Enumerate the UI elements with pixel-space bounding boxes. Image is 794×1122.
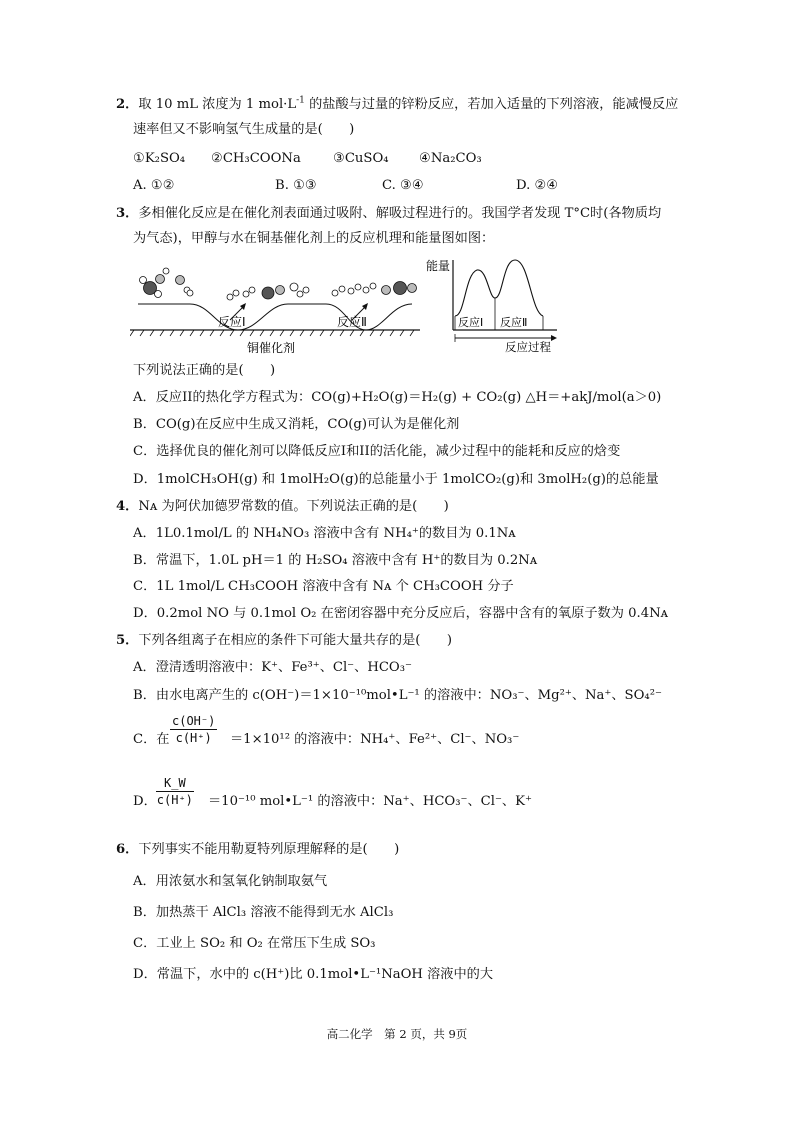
page-footer: 高二化学 第 2 页，共 9页 [326, 1027, 468, 1041]
q2-option-c[interactable]: C. ③④ [382, 178, 424, 193]
q4-option-a[interactable]: A．1L0.1mol/L 的 NH₄NO₃ 溶液中含有 NH₄⁺的数目为 0.1Nᴀ [133, 526, 516, 541]
q5-option-d-fraction [156, 776, 194, 807]
label-reaction-1: 反应Ⅰ [218, 315, 246, 329]
energy-label-r2: 反应Ⅱ [500, 316, 528, 329]
q3-option-c[interactable]: C．选择优良的催化剂可以降低反应I和II的活化能，减少过程中的能耗和反应的焓变 [133, 444, 621, 459]
q2-stem-part-a: 取 10 mL 浓度为 1 mol·L [138, 97, 297, 112]
q2-stem-line1 [116, 96, 678, 114]
mechanism-figure [130, 262, 430, 358]
molecules-stage-2 [227, 283, 309, 300]
q2-item-1: ①K₂SO₄ [133, 151, 186, 166]
pathway-curve [138, 304, 412, 330]
q5-option-c-numerator: c(OH⁻) [172, 714, 216, 728]
q5-option-d-denominator: c(H⁺) [156, 793, 193, 807]
q3-stem1: 多相催化反应是在催化剂表面通过吸附、解吸过程进行的。我国学者发现 T°C时(各物质均 [138, 206, 662, 221]
q5-option-c-prefix[interactable]: C．在 [133, 732, 170, 747]
label-reaction-2: 反应Ⅱ [337, 315, 367, 329]
q5-option-a[interactable]: A．澄清透明溶液中：K⁺、Fe³⁺、Cl⁻、HCO₃⁻ [133, 660, 412, 675]
q5-option-c-denominator: c(H⁺) [175, 731, 212, 745]
q2-stem-line2: 速率但又不影响氢气生成量的是( ) [133, 122, 355, 137]
q5-stem [116, 632, 452, 650]
q6-stem-text: 下列事实不能用勒夏特列原理解释的是( ) [138, 842, 400, 857]
q6-option-b[interactable]: B．加热蒸干 AlCl₃ 溶液不能得到无水 AlCl₃ [133, 905, 394, 920]
q2-options [133, 177, 693, 195]
q4-option-b[interactable]: B．常温下，1.0L pH＝1 的 H₂SO₄ 溶液中含有 H⁺的数目为 0.2Nᴀ [133, 553, 538, 568]
q3-option-a[interactable]: A．反应II的热化学方程式为：CO(g)+H₂O(g)＝H₂(g) + CO₂(g) △H＝+akJ/mol(a＞0) [133, 390, 662, 405]
q2-option-d[interactable]: D. ②④ [516, 178, 559, 193]
q4-stem-text: Nᴀ 为阿伏加德罗常数的值。下列说法正确的是( ) [138, 499, 449, 514]
q2-item-2: ②CH₃COONa [211, 151, 301, 166]
q5-option-d-text[interactable]: ＝10⁻¹⁰ mol•L⁻¹ 的溶液中：Na⁺、HCO₃⁻、Cl⁻、K⁺ [208, 794, 532, 809]
q2-stem-sup: -1 [296, 95, 305, 106]
q6-option-a[interactable]: A．用浓氨水和氢氧化钠制取氨气 [133, 874, 328, 889]
q3-option-d[interactable]: D．1molCH₃OH(g) 和 1molH₂O(g)的总能量小于 1molCO₂(g)和 3molH₂(g)的总能量 [133, 472, 659, 487]
q4-option-c[interactable]: C．1L 1mol/L CH₃COOH 溶液中含有 Nᴀ 个 CH₃COOH 分子 [133, 579, 514, 594]
q4-stem [116, 498, 449, 516]
q4-number: 4． [116, 499, 139, 514]
q6-number: 6． [116, 842, 139, 857]
energy-x-label: 反应过程 [505, 340, 551, 354]
q5-stem-text: 下列各组离子在相应的条件下可能大量共存的是( ) [138, 633, 452, 648]
energy-axis-label: 能量 [426, 259, 451, 273]
q6-option-d[interactable]: D．常温下，水中的 c(H⁺)比 0.1mol•L⁻¹NaOH 溶液中的大 [133, 967, 494, 982]
q2-item-3: ③CuSO₄ [333, 151, 389, 166]
q5-option-c-text[interactable]: ＝1×10¹² 的溶液中：NH₄⁺、Fe²⁺、Cl⁻、NO₃⁻ [230, 732, 520, 747]
q2-option-a[interactable]: A. ①② [133, 178, 175, 193]
energy-label-r1: 反应Ⅰ [458, 316, 484, 329]
q3-stem-line2: 为气态)，甲醇与水在铜基催化剂上的反应机理和能量图如图： [133, 231, 495, 246]
q5-number: 5． [116, 633, 139, 648]
energy-diagram [425, 256, 565, 354]
q2-number: 2． [116, 97, 139, 112]
q4-option-d[interactable]: D．0.2mol NO 与 0.1mol O₂ 在密闭容器中充分反应后，容器中含有的氧原子数为 0.4Nᴀ [133, 606, 669, 621]
q5-option-b[interactable]: B．由水电离产生的 c(OH⁻)＝1×10⁻¹⁰mol•L⁻¹ 的溶液中：NO₃⁻、Mg²⁺、Na⁺、SO₄²⁻ [133, 688, 662, 703]
q3-option-b[interactable]: B．CO(g)在反应中生成又消耗，CO(g)可认为是催化剂 [133, 417, 460, 432]
q5-option-d-prefix[interactable]: D． [133, 794, 157, 809]
label-catalyst: 铜催化剂 [247, 341, 296, 355]
q3-prompt: 下列说法正确的是( ) [133, 363, 276, 378]
q2-item-4: ④Na₂CO₃ [419, 151, 482, 166]
q3-stem-line1 [116, 205, 661, 223]
q6-option-c[interactable]: C．工业上 SO₂ 和 O₂ 在常压下生成 SO₃ [133, 936, 376, 951]
q5-option-d-numerator: K_W [156, 776, 194, 792]
q3-number: 3． [116, 206, 139, 221]
energy-curve [455, 260, 543, 316]
q2-stem-part-b: 的盐酸与过量的锌粉反应，若加入适量的下列溶液，能减慢反应 [304, 97, 679, 112]
q5-option-c-fraction [170, 714, 217, 745]
q2-items [133, 150, 693, 168]
molecules-stage-3 [332, 282, 417, 297]
molecules-stage-1 [140, 268, 194, 298]
q6-stem [116, 841, 399, 859]
q2-option-b[interactable]: B. ①③ [275, 178, 317, 193]
